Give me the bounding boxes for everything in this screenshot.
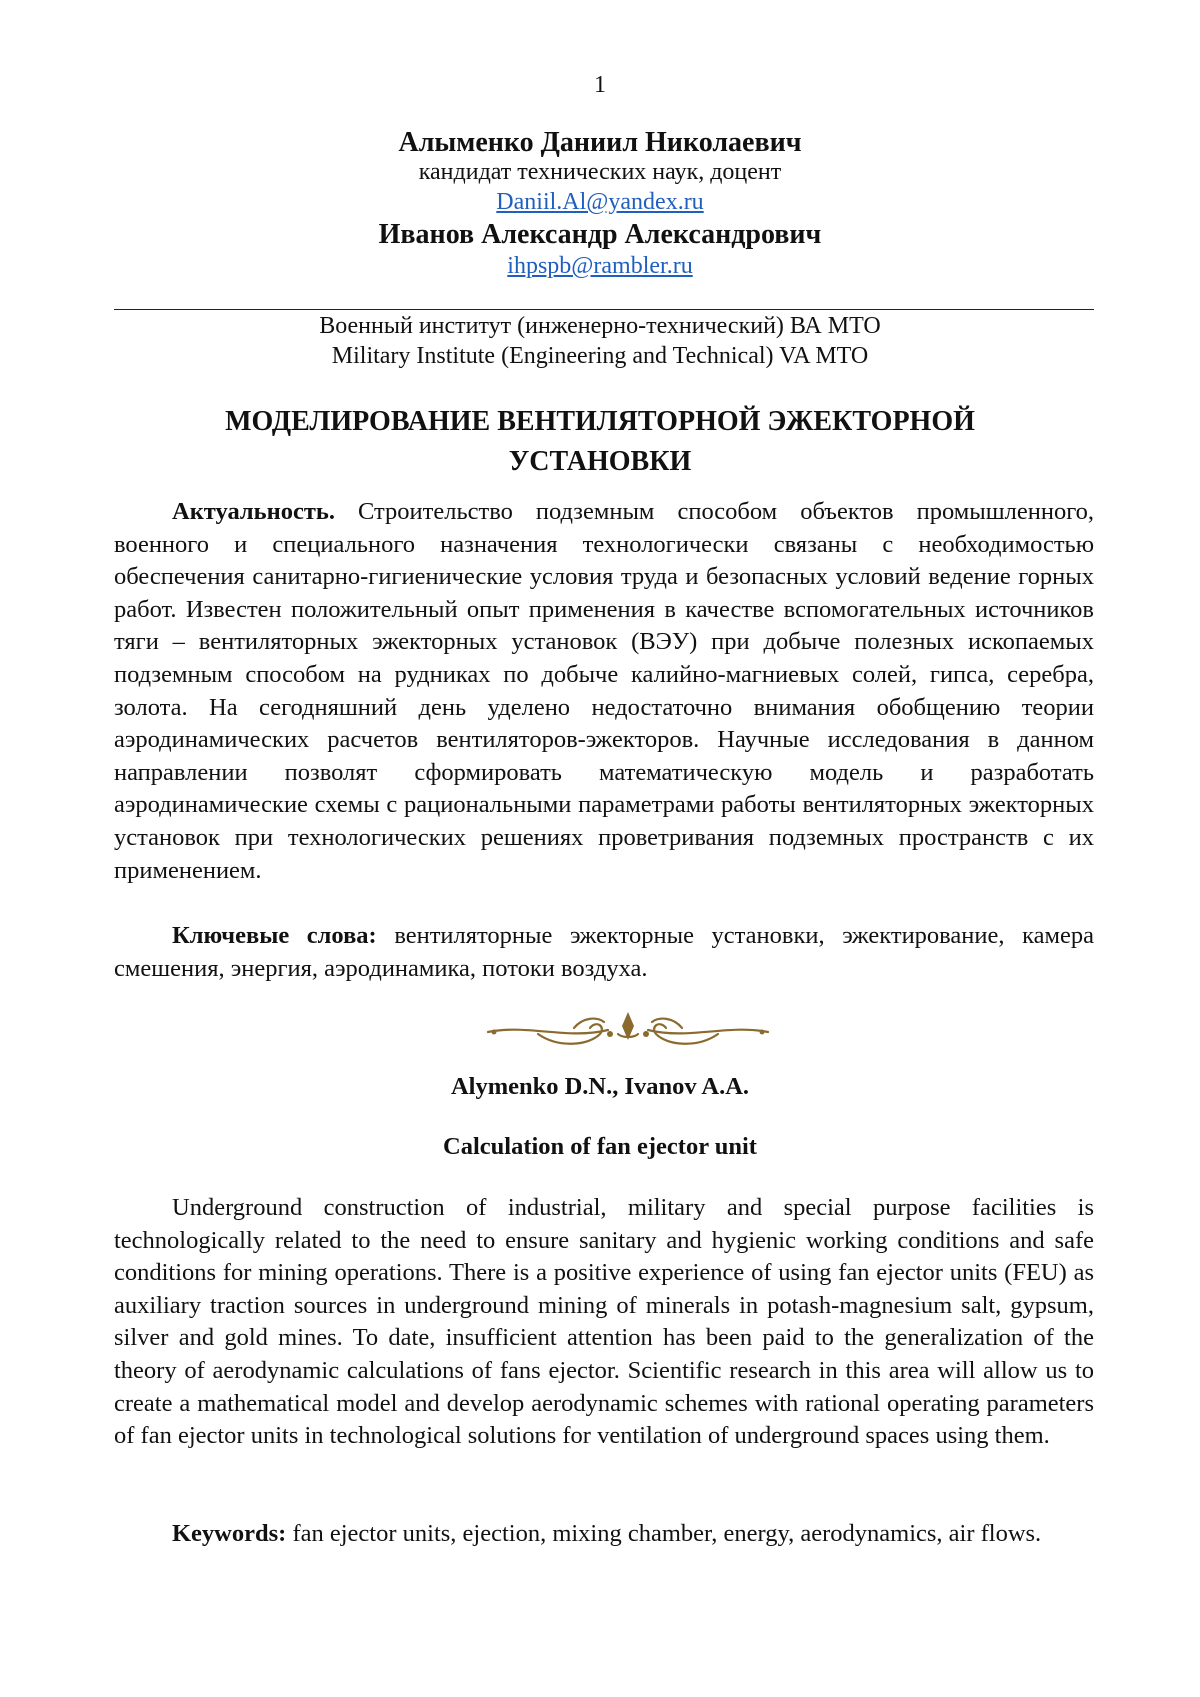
keywords-en-lead: Keywords: [172,1520,287,1547]
keywords-ru-lead: Ключевые слова: [172,922,377,949]
author-2-email-link[interactable]: ihpspb@rambler.ru [507,253,693,279]
keywords-en [114,1518,1094,1551]
author-1-title: кандидат технических наук, доцент [418,159,782,185]
page-number: 1 [594,72,606,98]
abstract-en: Underground construction of industrial, military and special purpose facilities is technologically related to the need to ensure sanitary and hygienic working conditions and safe conditions for mining operations. There is a positive experience of using fan ejector units (FEU) as auxiliary traction sources in underground mining of minerals in potash-magnesium salt, gypsum, silver and gold mines. To date, insufficient attention has been paid to the generalization of the theory of aerodynamic calculations of fans ejector. Scientific research in this area will allow us to create a mathematical model and develop aerodynamic schemes with rational operating parameters of fan ejector units in technological solutions for ventilation of underground spaces using them. [114,1194,1094,1450]
author-2-name: Иванов Александр Александрович [378,219,822,250]
author-2-email-wrap [0,253,1200,280]
keywords-en-text: fan ejector units, ejection, mixing chamber, energy, aerodynamics, air flows. [292,1520,1042,1547]
paper-title-ru-line-2: УСТАНОВКИ [508,446,692,477]
affiliation-en: Military Institute (Engineering and Technical) VA MTO [331,343,869,369]
abstract-ru-text: Строительство подземным способом объектов промышленного, военного и специального назначения технологически связаны с необходимостью обеспечения санитарно-гигиенические условия труда и безопасных условий ведение горных работ. Известен положительный опыт применения в качестве вспомогательных источников тяги – вентиляторных эжекторных установок (ВЭУ) при добыче полезных ископаемых подземным способом на рудниках по добыче калийно-магниевых солей, гипса, серебра, золота. На сегодняшний день уделено недостаточно внимания обобщению теории аэродинамических расчетов вентиляторов-эжекторов. Научные исследования в данном направлении позволят сформировать математическую модель и разработать аэродинамические схемы с рациональными параметрами работы вентиляторных эжекторных установок при технологических решениях проветривания подземных пространств с их применением. [114,498,1095,884]
author-1-email-wrap [0,189,1200,216]
author-1-name: Алыменко Даниил Николаевич [398,127,802,158]
ornament-divider-icon [478,1004,778,1054]
authors-en: Alymenko D.N., Ivanov A.A. [450,1073,750,1100]
affiliation-divider [114,309,1094,310]
author-1-email-link[interactable]: Daniil.Al@yandex.ru [496,189,704,215]
keywords-ru [114,920,1094,985]
paper-title-en: Calculation of fan ejector unit [443,1133,757,1160]
abstract-ru-lead: Актуальность. [172,498,335,525]
keywords-ru-text: вентиляторные эжекторные установки, эжектирование, камера смешения, энергия, аэродинамика, потоки воздуха. [114,922,1095,982]
affiliation-ru: Военный институт (инженерно-технический) ВА МТО [319,313,881,339]
abstract-ru [114,496,1094,887]
paper-title-ru-line-1: МОДЕЛИРОВАНИЕ ВЕНТИЛЯТОРНОЙ ЭЖЕКТОРНОЙ [225,406,975,437]
